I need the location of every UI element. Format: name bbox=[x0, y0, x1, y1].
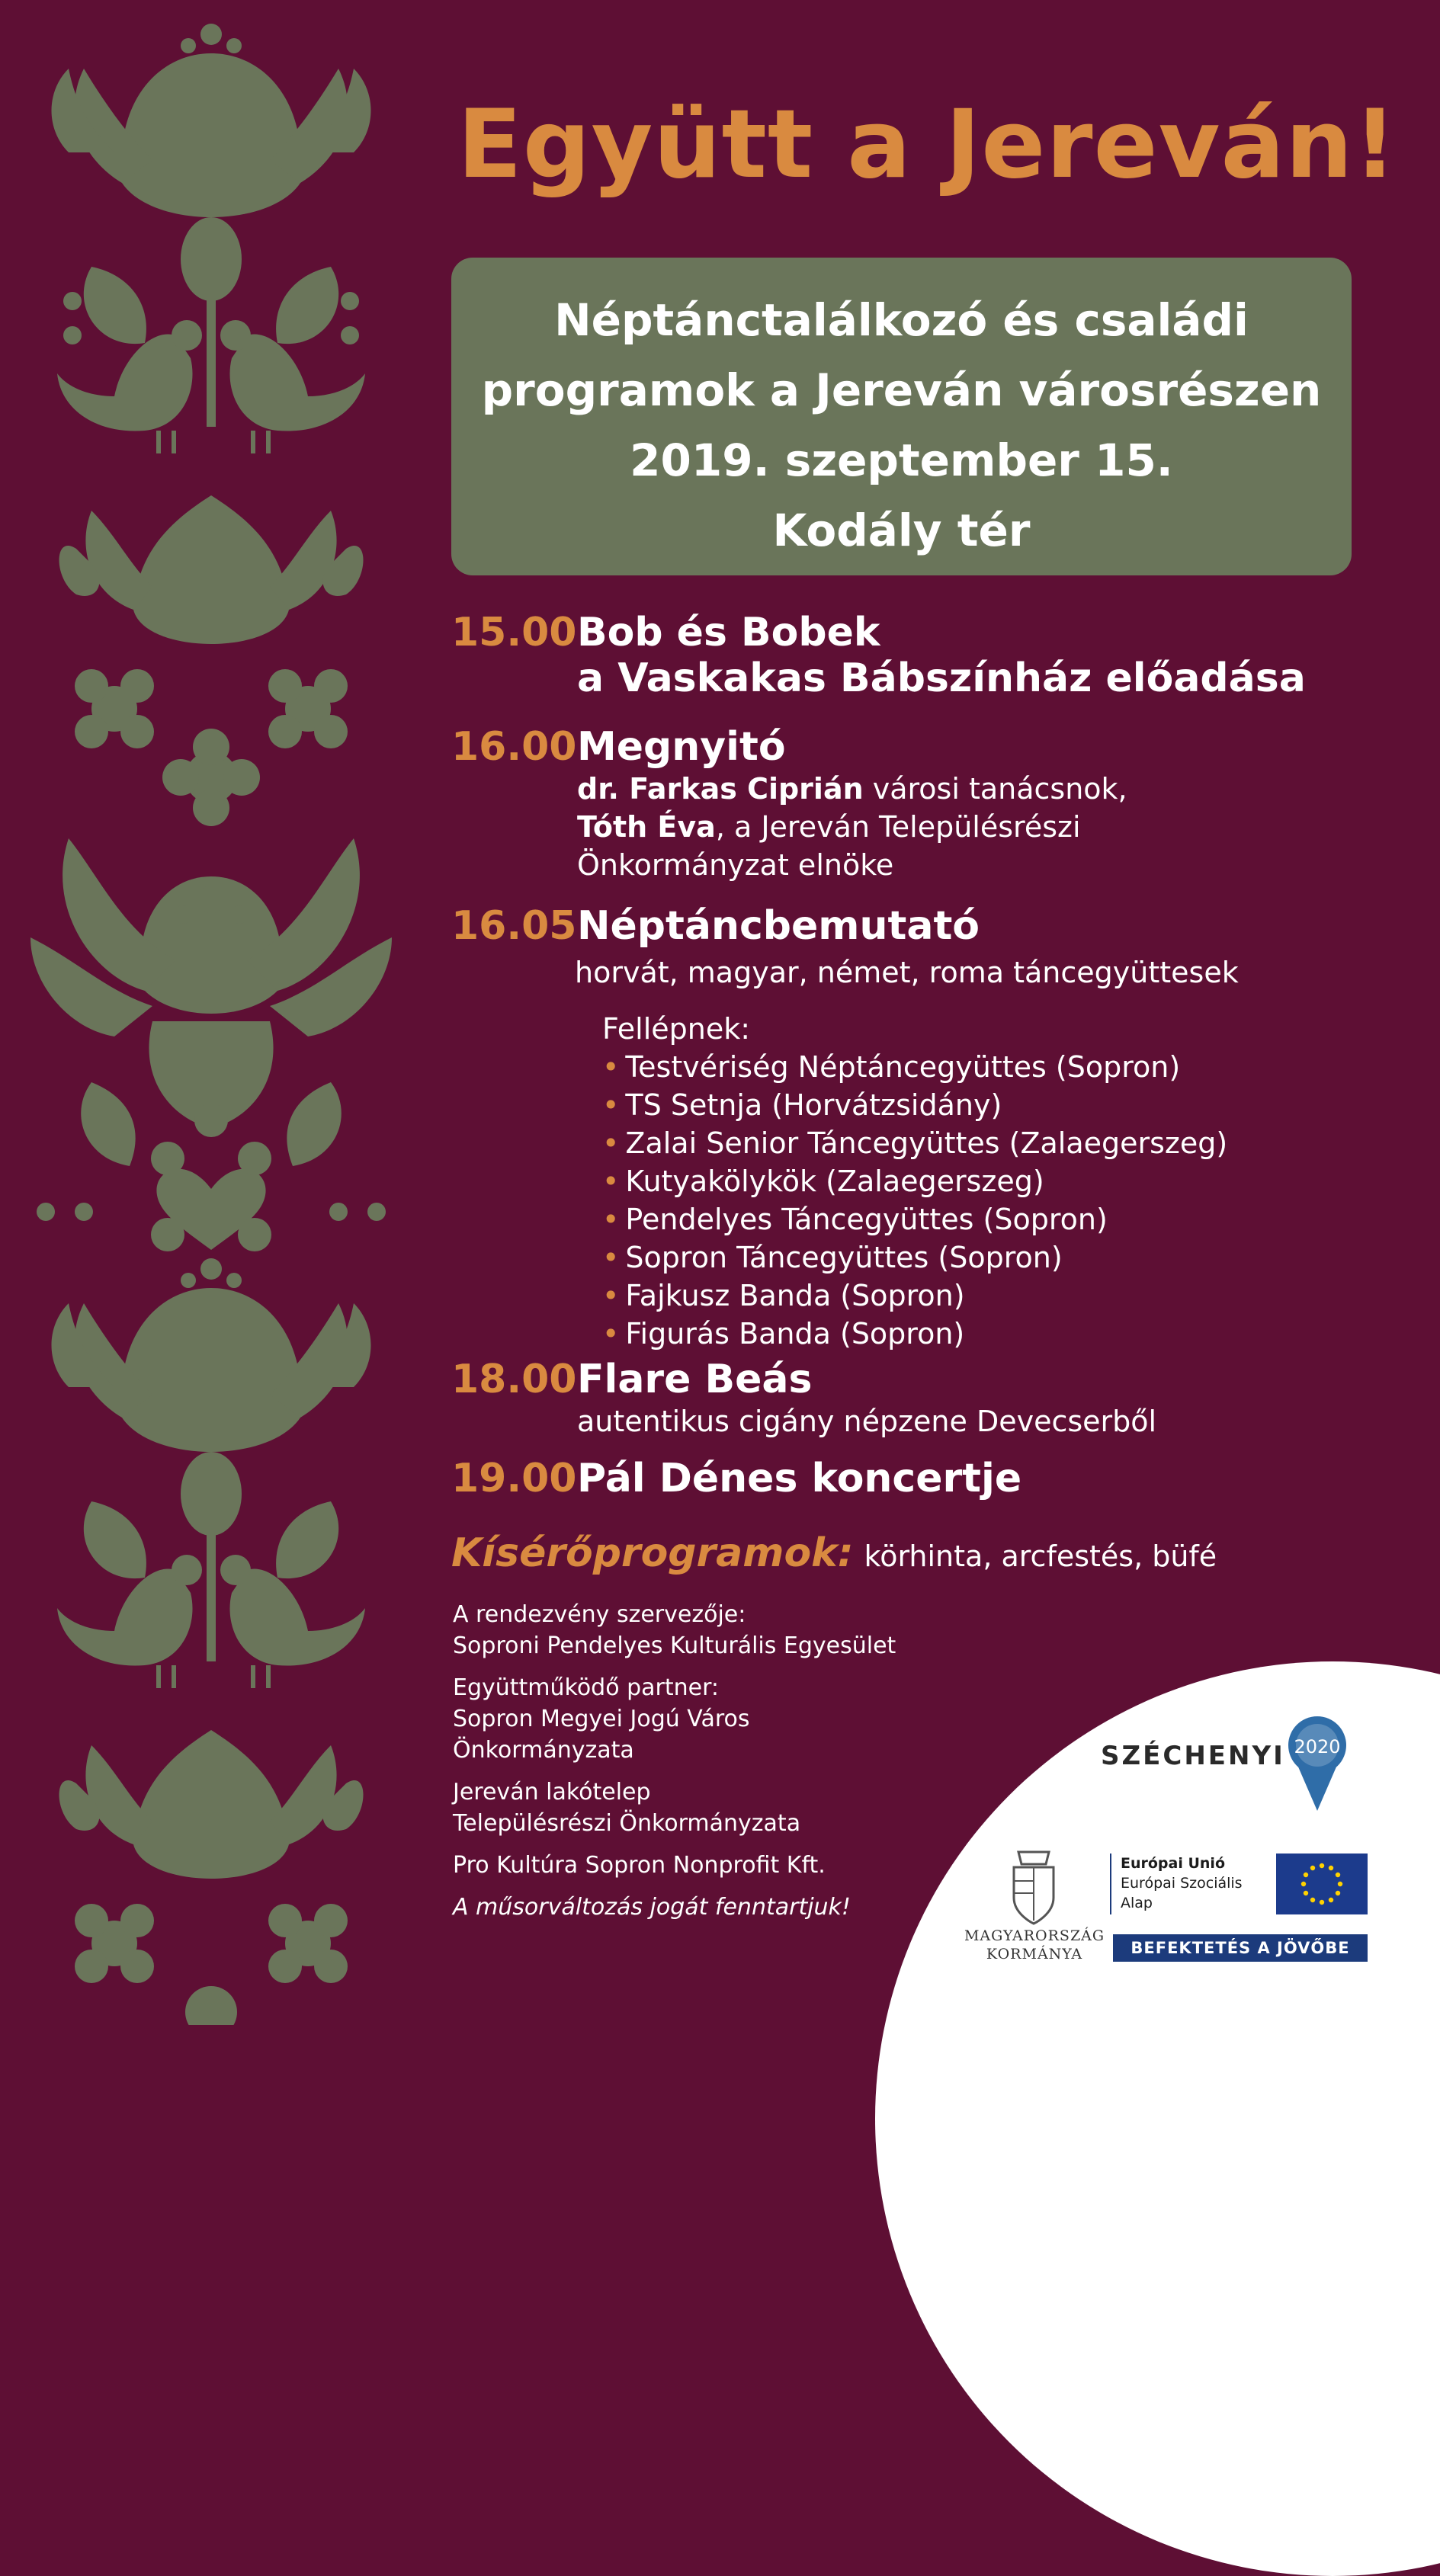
program-time: 16.05 bbox=[451, 903, 577, 949]
performer-item: • Sopron Táncegyüttes (Sopron) bbox=[602, 1241, 1063, 1274]
program-detail bbox=[577, 808, 1412, 846]
event-info-box bbox=[451, 258, 1352, 575]
program-detail: autentikus cigány népzene Devecserből bbox=[577, 1405, 1157, 1438]
szechenyi-pin-icon bbox=[1287, 1715, 1348, 1814]
szechenyi-logo-text: SZÉCHENYI bbox=[1101, 1741, 1285, 1771]
partner-label: Együttműködő partner: bbox=[453, 1674, 720, 1701]
program-item bbox=[451, 903, 1412, 1357]
performer-item: • Zalai Senior Táncegyüttes (Zalaegerszeg) bbox=[602, 1126, 1228, 1160]
program-schedule bbox=[451, 610, 1412, 1576]
bullet-icon: • bbox=[602, 1050, 620, 1084]
performers-list bbox=[602, 1010, 1412, 1353]
performer-item: • Kutyakölykök (Zalaegerszeg) bbox=[602, 1165, 1044, 1198]
speaker-role: , a Jereván Településrészi bbox=[715, 810, 1081, 844]
partner-name-line2: Önkormányzata bbox=[453, 1737, 634, 1764]
program-item bbox=[451, 610, 1412, 724]
program-title: Néptáncbemutató bbox=[577, 903, 980, 949]
jerevan-block bbox=[453, 1777, 986, 1839]
speaker-role: városi tanácsnok, bbox=[863, 772, 1127, 806]
organizer-label: A rendezvény szervezője: bbox=[453, 1601, 746, 1628]
program-detail: horvát, magyar, német, roma táncegyüttesek bbox=[575, 956, 1239, 989]
program-detail bbox=[577, 770, 1412, 808]
tulip-ornament-top bbox=[52, 24, 371, 427]
side-programs bbox=[451, 1530, 1412, 1576]
event-subtitle-line2: programok a Jereván városrészen bbox=[481, 364, 1322, 416]
szechenyi-year: 2020 bbox=[1294, 1736, 1341, 1757]
program-title-line2: a Vaskakas Bábszínház előadása bbox=[577, 655, 1306, 701]
jerevan-line1: Jereván lakótelep bbox=[453, 1779, 651, 1805]
government-logo-text: MAGYARORSZÁG KORMÁNYA bbox=[964, 1927, 1105, 1962]
bullet-icon: • bbox=[602, 1165, 620, 1198]
jerevan-line2: Településrészi Önkormányzata bbox=[453, 1810, 801, 1837]
program-item bbox=[451, 1456, 1412, 1517]
tulip-ornament-2 bbox=[59, 495, 364, 644]
bullet-icon: • bbox=[602, 1317, 620, 1350]
performer-item: • TS Setnja (Horvátzsidány) bbox=[602, 1088, 1002, 1122]
bullet-icon: • bbox=[602, 1088, 620, 1122]
event-subtitle-line1: Néptánctalálkozó és családi bbox=[554, 294, 1249, 346]
bullet-icon: • bbox=[602, 1241, 620, 1274]
program-item bbox=[451, 1357, 1412, 1456]
flower-row-ornament bbox=[75, 669, 348, 826]
organizer-block bbox=[453, 1599, 986, 1661]
partner-block bbox=[453, 1672, 986, 1766]
pro-kultura: Pro Kultúra Sopron Nonprofit Kft. bbox=[453, 1852, 826, 1879]
bullet-icon: • bbox=[602, 1203, 620, 1236]
bullet-icon: • bbox=[602, 1126, 620, 1160]
partner-name-line1: Sopron Megyei Jogú Város bbox=[453, 1706, 750, 1732]
side-programs-label: Kísérőprogramok: bbox=[451, 1530, 854, 1576]
main-title: Együtt a Jereván! bbox=[457, 90, 1397, 200]
event-venue: Kodály tér bbox=[772, 505, 1031, 556]
invest-banner: BEFEKTETÉS A JÖVŐBE bbox=[1113, 1934, 1368, 1962]
performer-item: • Testvériség Néptáncegyüttes (Sopron) bbox=[602, 1050, 1181, 1084]
performer-item: • Pendelyes Táncegyüttes (Sopron) bbox=[602, 1203, 1108, 1236]
tulip-ornament-lower bbox=[52, 1258, 371, 1661]
heart-flower-ornament bbox=[37, 1082, 386, 1251]
eu-logo-text: Európai Unió Európai Szociális Alap bbox=[1121, 1855, 1243, 1911]
program-time: 16.00 bbox=[451, 724, 577, 770]
hungarian-crest-icon bbox=[1003, 1844, 1064, 1928]
speaker-name: dr. Farkas Ciprián bbox=[577, 772, 864, 806]
program-time: 15.00 bbox=[451, 610, 577, 655]
eu-flag-icon bbox=[1276, 1854, 1368, 1914]
side-programs-text: körhinta, arcfestés, büfé bbox=[864, 1540, 1217, 1573]
program-title: Bob és Bobek bbox=[577, 610, 880, 655]
performer-item: • Figurás Banda (Sopron) bbox=[602, 1317, 965, 1350]
program-title: Pál Dénes koncertje bbox=[577, 1456, 1022, 1501]
program-time: 19.00 bbox=[451, 1456, 577, 1501]
speaker-name: Tóth Éva bbox=[577, 810, 716, 844]
bullet-icon: • bbox=[602, 1279, 620, 1312]
program-title: Flare Beás bbox=[577, 1357, 813, 1402]
performer-item: • Fajkusz Banda (Sopron) bbox=[602, 1279, 965, 1312]
change-note: A műsorváltozás jogát fenntartjuk! bbox=[453, 1894, 851, 1921]
program-title: Megnyitó bbox=[577, 724, 786, 770]
event-date: 2019. szeptember 15. bbox=[630, 434, 1173, 486]
program-time: 18.00 bbox=[451, 1357, 577, 1402]
organizer-name: Soproni Pendelyes Kulturális Egyesület bbox=[453, 1632, 896, 1659]
program-detail: Önkormányzat elnöke bbox=[577, 848, 894, 882]
eu-divider bbox=[1110, 1854, 1111, 1914]
program-item bbox=[451, 724, 1412, 903]
credits bbox=[453, 1599, 986, 1934]
tulip-ornament-bottom bbox=[59, 1730, 364, 2025]
big-flower-ornament bbox=[30, 838, 392, 1128]
performers-heading: Fellépnek: bbox=[602, 1012, 751, 1046]
folk-floral-ornament bbox=[0, 0, 427, 2025]
